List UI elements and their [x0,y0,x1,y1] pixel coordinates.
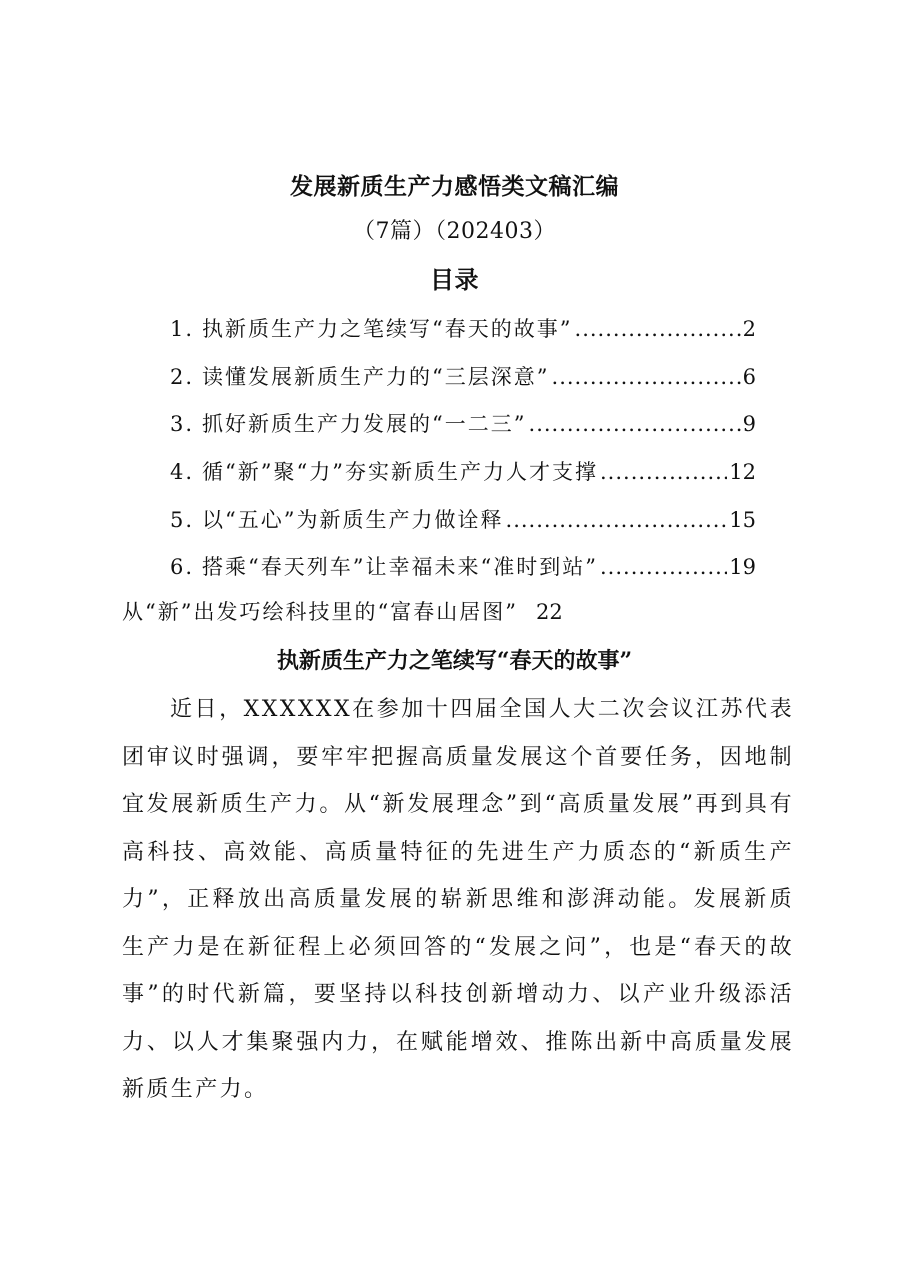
toc-heading: 目录 [430,265,479,294]
document-title: 发展新质生产力感悟类文稿汇编 [290,173,619,200]
toc-item-last[interactable] [122,596,563,626]
toc-item[interactable] [170,361,756,391]
toc-item-title: 搭乘“春天列车”让幸福未来“准时到站” [202,555,598,579]
toc-item[interactable] [170,551,756,581]
toc-item-page: 15 [729,508,756,532]
toc-item-number: 6. [170,555,195,579]
toc-item-page: 6 [742,365,756,389]
toc-dot-leader [600,460,727,484]
toc-item[interactable] [170,408,756,438]
toc-item-page: 9 [742,412,756,436]
toc-item-number: 3. [170,412,195,436]
toc-item-title: 抓好新质生产力发展的“一二三” [202,412,527,436]
toc-dot-leader [552,365,741,389]
toc-item-page: 2 [742,317,756,341]
toc-item[interactable] [170,504,756,534]
document-subtitle: （7篇）（202403） [353,219,556,244]
toc-item-number: 4. [170,460,195,484]
section-title: 执新质生产力之笔续写“春天的故事” [276,648,633,674]
toc-dot-leader [506,508,728,532]
toc-item-number: 1. [170,317,195,341]
toc-item-page: 19 [729,555,756,579]
toc-item-number: 5. [170,508,195,532]
body-paragraph: 近日，XXXXXX在参加十四届全国人大二次会议江苏代表团审议时强调，要牢牢把握高质量发展这个首要任务，因地制宜发展新质生产力。从“新发展理念”到“高质量发展”再到具有高科技、高效能、高质量特征的先进生产力质态的“新质生产力”，正释放出高质量发展的崭新思维和澎湃动能。发展新质生产力是在新征程上必须回答的“发展之问”，也是“春天的故事”的时代新篇，要坚持以科技创新增动力、以产业升级添活力、以人才集聚强内力，在赋能增效、推陈出新中高质量发展新质生产力。 [122,697,794,1102]
toc-item-page: 22 [535,600,563,624]
toc-item-title: 执新质生产力之笔续写“春天的故事” [202,317,573,341]
toc-item-page: 12 [729,460,756,484]
toc-dot-leader [529,412,741,436]
toc-item[interactable] [170,456,756,486]
toc-item-title: 从“新”出发巧绘科技里的“富春山居图” [122,600,518,624]
toc-dot-leader [575,317,741,341]
toc-item-title: 循“新”聚“力”夯实新质生产力人才支撑 [202,460,598,484]
toc-item-number: 2. [170,365,195,389]
toc-item-title: 以“五心”为新质生产力做诠释 [202,508,504,532]
toc-item[interactable] [170,313,756,343]
toc-dot-leader [600,555,727,579]
toc-item-title: 读懂发展新质生产力的“三层深意” [202,365,550,389]
